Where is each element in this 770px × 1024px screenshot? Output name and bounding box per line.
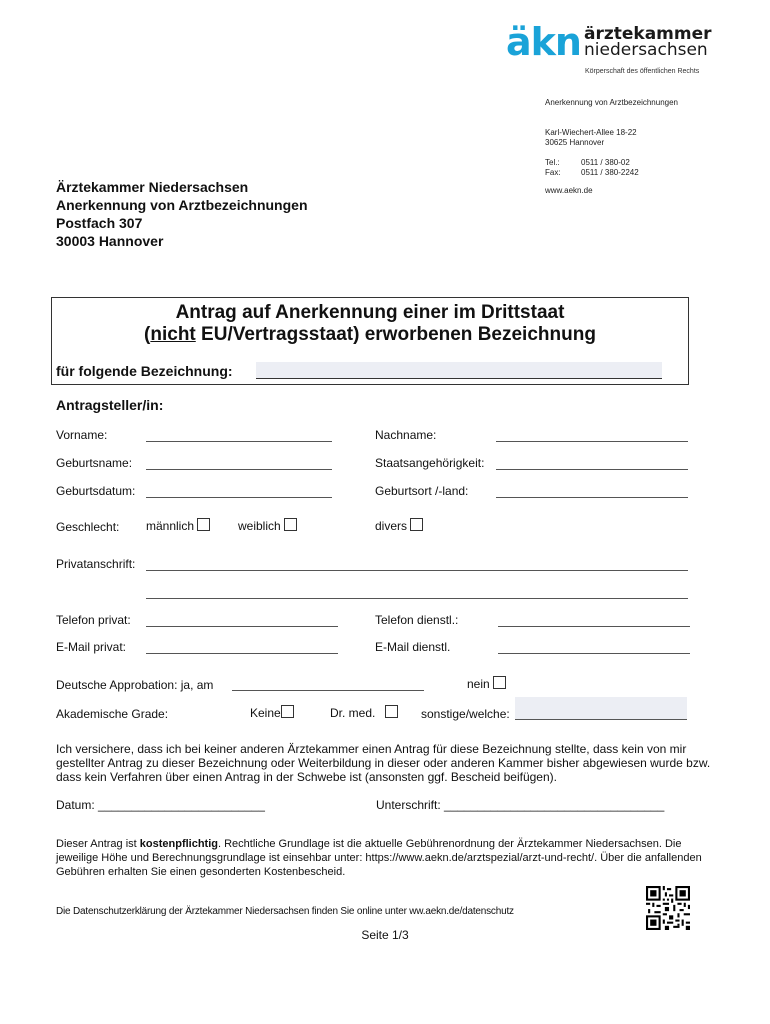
privatanschrift-field-1[interactable] [146,556,688,571]
maennlich-checkbox[interactable] [197,518,210,531]
logo-subtitle: Körperschaft des öffentlichen Rechts [585,68,700,75]
keine-checkbox[interactable] [281,705,294,718]
telefon-privat-field[interactable] [146,612,338,627]
privatanschrift-field-2[interactable] [146,584,688,599]
form-title [52,302,688,346]
sender-address [545,128,637,148]
privatanschrift-label: Privatanschrift: [56,557,136,571]
email-privat-field[interactable] [146,639,338,654]
vorname-field[interactable] [146,427,332,442]
gender-weiblich [238,518,297,533]
keine-label: Keine [250,706,281,720]
tel-value: 0511 / 380-02 [581,158,630,167]
divers-label: divers [375,519,408,533]
maennlich-label: männlich [146,519,195,533]
fees-notice [56,837,720,879]
approbation-nein [467,676,506,691]
unterschrift-row [376,798,664,812]
unterschrift-line[interactable]: _________________________________ [444,798,665,812]
akademische-grade-label: Akademische Grade: [56,707,169,721]
approbation-label: Deutsche Approbation: ja, am [56,678,214,692]
fax-value: 0511 / 380-2242 [581,168,639,177]
fees-prefix: Dieser Antrag ist [56,838,140,850]
page-number: Seite 1/3 [361,928,409,942]
title-line2 [52,324,688,346]
datum-label: Datum: [56,798,95,812]
gender-divers [375,518,423,533]
geburtsname-label: Geburtsname: [56,456,133,470]
vorname-label: Vorname: [56,428,108,442]
sonstige-field[interactable] [515,697,687,720]
declaration-text: Ich versichere, dass ich bei keiner anderen Ärztekammer einen Antrag für diese Bezeichnung stellte, dass kein von mir gestellter Antrag zu dieser Bezeichnung oder Weiterbildung in dieser oder anderen Kammer bisher abgewiesen wurde bzw. dass kein Verfahren über einen Antrag in der Schwebe ist (ansonsten ggf. Bescheid beifügen). [56,742,711,784]
aekn-logo-mark: äkn [506,20,581,64]
title-nicht: nicht [150,324,196,345]
email-privat-label: E-Mail privat: [56,640,127,654]
aekn-logo-text [584,26,712,58]
weiblich-label: weiblich [238,519,281,533]
geburtsdatum-field[interactable] [146,483,332,498]
department: Anerkennung von Arztbezeichnungen [545,98,678,107]
staatsangehoerigkeit-field[interactable] [496,455,688,470]
sender-contact [545,158,639,178]
telefon-privat-label: Telefon privat: [56,613,131,627]
logo-line1: ärztekammer [584,24,712,44]
nachname-field[interactable] [496,427,688,442]
privacy-notice: Die Datenschutzerklärung der Ärztekammer Niedersachsen finden Sie online unter ww.aekn.de/datenschutz [56,906,514,917]
nein-label: nein [467,677,490,691]
website: www.aekn.de [545,186,593,195]
geburtsname-field[interactable] [146,455,332,470]
designation-label: für folgende Bezeichnung: [56,363,233,379]
telefon-dienstl-field[interactable] [498,612,690,627]
nein-checkbox[interactable] [493,676,506,689]
sonstige-label: sonstige/welche: [421,707,510,721]
geburtsort-field[interactable] [496,483,688,498]
applicant-heading: Antragsteller/in: [56,397,164,413]
geburtsdatum-label: Geburtsdatum: [56,484,136,498]
sender-city: 30625 Hannover [545,138,605,147]
title-paren: ( [144,324,151,345]
fees-rest: . Rechtliche Grundlage ist die aktuelle Gebührenordnung der Ärztekammer Niedersachsen. Die jeweilige Höhe und Berechnungsgrundlage ist einsehbar unter: https://www.aekn.de/arztspezial/arzt-und-recht/. Über die anfallenden Gebühren erhalten Sie einen gesonderten Kostenbescheid. [56,838,702,878]
geschlecht-label: Geschlecht: [56,520,120,534]
title-line1: Antrag auf Anerkennung einer im Drittstaat [175,302,565,323]
gender-maennlich [146,518,210,533]
recipient-line4: 30003 Hannover [56,233,164,249]
recipient-line3: Postfach 307 [56,215,143,231]
recipient-line1: Ärztekammer Niedersachsen [56,179,249,195]
dr-med-label: Dr. med. [330,706,376,720]
telefon-dienstl-label: Telefon dienstl.: [375,613,459,627]
recipient-address [56,178,308,250]
geburtsort-label: Geburtsort /-land: [375,484,469,498]
grade-dr-med [330,705,398,720]
designation-field[interactable] [256,362,662,379]
dr-med-checkbox[interactable] [385,705,398,718]
sender-street: Karl-Wiechert-Allee 18-22 [545,128,637,137]
approbation-date-field[interactable] [232,676,424,691]
logo-line2: niedersachsen [584,40,708,60]
recipient-line2: Anerkennung von Arztbezeichnungen [56,197,308,213]
staatsangehoerigkeit-label: Staatsangehörigkeit: [375,456,485,470]
fees-bold: kostenpflichtig [139,838,218,850]
title-line2-rest: EU/Vertragsstaat) erworbenen Bezeichnung [195,324,596,345]
nachname-label: Nachname: [375,428,437,442]
divers-checkbox[interactable] [410,518,423,531]
qr-code-icon [646,886,690,930]
datum-row [56,798,265,812]
unterschrift-label: Unterschrift: [376,798,441,812]
email-dienstl-field[interactable] [498,639,690,654]
email-dienstl-label: E-Mail dienstl. [375,640,451,654]
datum-line[interactable]: _________________________ [98,798,265,812]
tel-label: Tel.: [545,158,560,167]
weiblich-checkbox[interactable] [284,518,297,531]
grade-keine [250,705,294,720]
fax-label: Fax: [545,168,561,177]
